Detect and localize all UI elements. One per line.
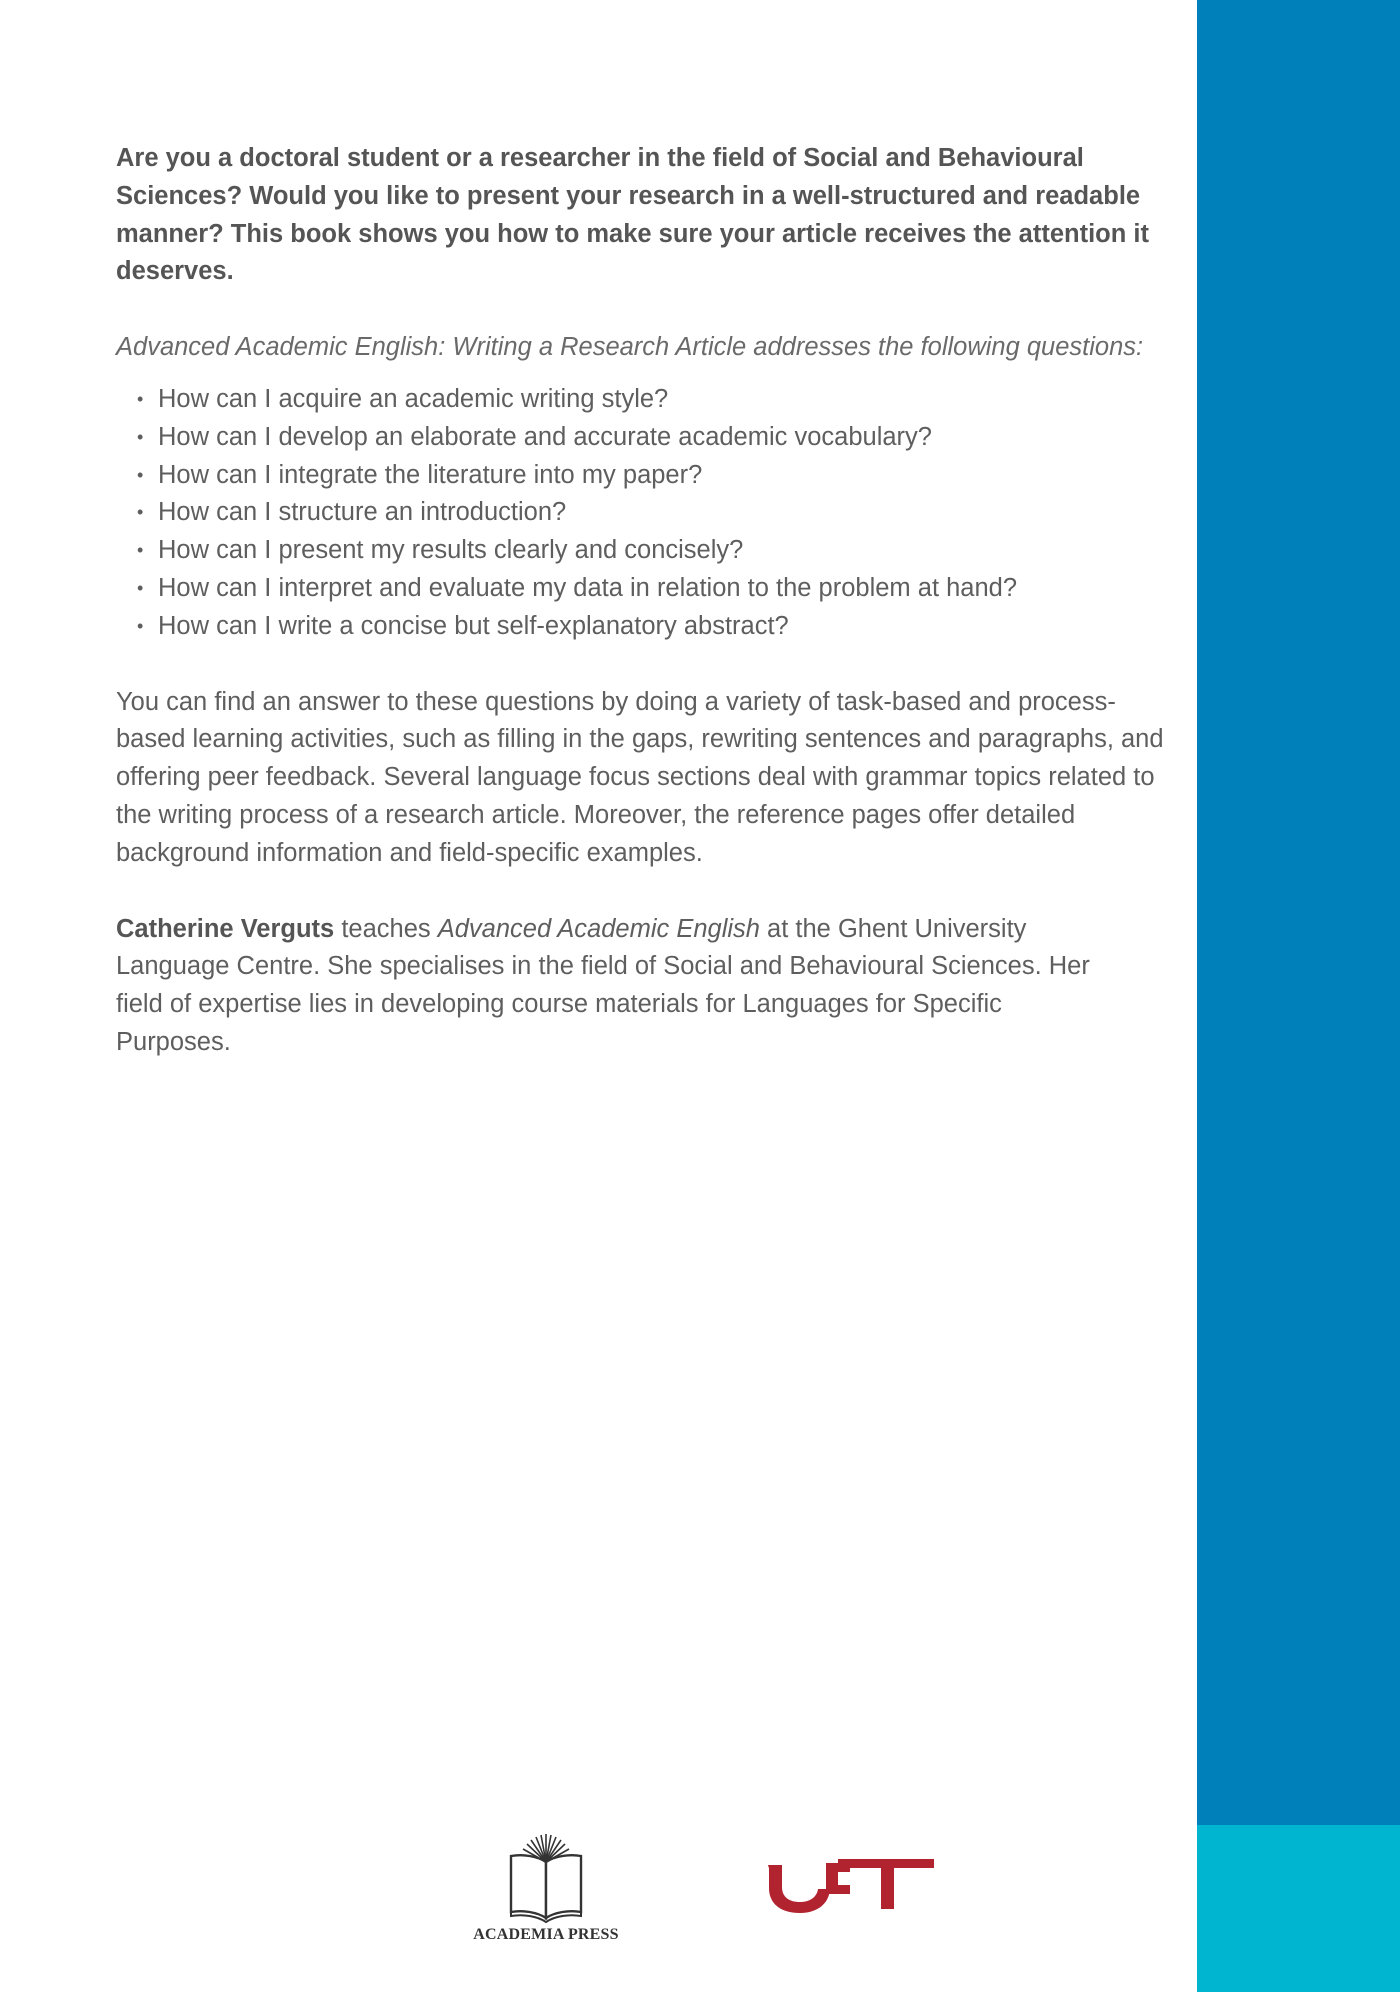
author-text-1: teaches [334,914,438,943]
question-text: How can I develop an elaborate and accurate academic vocabulary? [158,422,932,451]
side-band-accent [1197,1825,1400,1992]
list-item [116,381,1176,419]
bullet-icon: • [137,577,144,598]
academia-press-logo [462,1832,630,1944]
list-item [116,532,1176,570]
list-item [116,608,1176,646]
question-text: How can I structure an introduction? [158,498,567,527]
course-name: Advanced Academic English [437,914,760,943]
author-paragraph [116,911,1116,1062]
back-cover-text [116,140,1176,1062]
bullet-icon: • [137,540,144,561]
bullet-icon: • [137,426,144,447]
list-item [116,570,1176,608]
question-text: How can I interpret and evaluate my data in relation to the problem at hand? [158,573,1018,602]
intro-paragraph: Are you a doctoral student or a researcher in the field of Social and Behavioural Sciences? Would you like to present your research in a well-structured and readable manner? This book shows you how to make sure your article receives the attention it deserves. [116,144,1149,286]
bullet-icon: • [137,502,144,523]
author-name: Catherine Verguts [116,914,335,943]
author-text-2: at the Ghent University Language Centre. She specialises in the field of Social and Behavioural Sciences. Her field of expertise lies in developing course materials for Languages for Specific Purposes. [116,914,1090,1056]
list-item [116,494,1176,532]
uct-logo [766,1855,934,1915]
bullet-icon: • [137,388,144,409]
open-book-icon [501,1832,591,1924]
question-text: How can I present my results clearly and concisely? [158,536,744,565]
question-text: How can I integrate the literature into my paper? [158,460,703,489]
question-text: How can I write a concise but self-explanatory abstract? [158,611,789,640]
question-list [116,381,1176,646]
bullet-icon: • [137,615,144,636]
description-paragraph: You can find an answer to these questions by doing a variety of task-based and process-based learning activities, such as filling in the gaps, rewriting sentences and paragraphs, and offering peer feedback. Several language focus sections deal with grammar topics related to the writing process of a research article. Moreover, the reference pages offer detailed background information and field-specific examples. [116,687,1164,867]
list-item [116,419,1176,457]
list-item [116,457,1176,495]
bullet-icon: • [137,464,144,485]
side-color-band [1197,0,1400,1992]
academia-press-label: ACADEMIA PRESS [473,1926,619,1943]
questions-lead: Advanced Academic English: Writing a Research Article addresses the following questions: [116,333,1144,362]
question-text: How can I acquire an academic writing style? [158,384,669,413]
